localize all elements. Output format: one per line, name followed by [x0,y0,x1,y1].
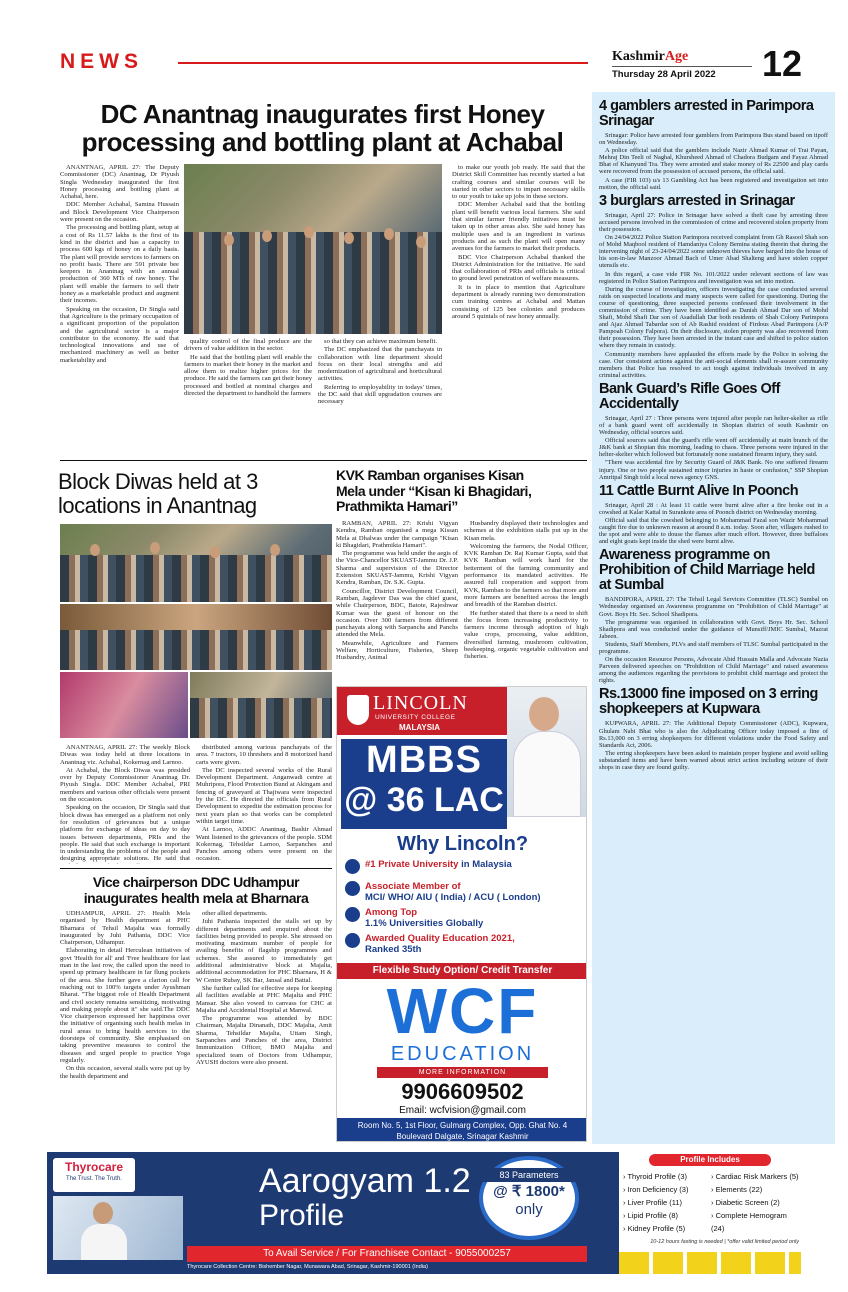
story2-para: Speaking on the occasion, Dr Singla said that block diwas has emerged as a platform not only for resolution of grievances but a unique platform for exchange of ideas on day to day issues between departments, PRIs and the people. He said that such exchange is important in understanding the problems of the people and designing appropriate solutions. He said that [60,804,190,863]
wcf-education: EDUCATION [390,1043,535,1065]
block-diwas-photo-top [60,524,332,602]
includes-item-label: Cardiac Risk Markers (5) [715,1172,799,1181]
issue-date: Thursday 28 April 2022 [612,69,716,80]
wcf-address-line1: Room No. 5, 1st Floor, Gulmarg Complex, Opp. Ghat No. 4 [357,1121,568,1130]
story3-headline [336,468,588,515]
lincoln-sub: UNIVERSITY COLLEGE [375,714,456,721]
paper-logo-part1: Kashmir [612,49,665,64]
story1-para: DDC Member Achabal, Samina Hussain and Block Development Vice Chairperson were present on the occasion. [60,201,179,224]
lincoln-point [345,881,585,907]
more-information-bar: MORE INFORMATION [377,1067,548,1078]
story4-para: Elaborating in detail Herculean initiatives of govt 'Health for all' and 'Free healthcare for last man in the last row, the called upon the need to speed up primary healthcare in far flung pockets of the area. She further gave a clarion call for reaching out to 100% targets under Ayushman Bharat. "The biggest role of Health Department and civil society remains sensitizing, motivating and making people about it" she said.The DDC Vice chairperson expressed her happiness over the initiative of organising such health melas in rural areas to bring health services to the doorsteps of community. She emphasised on taking preventive measures to control the diseases and urged people to practice Yoga regularly. [60,947,190,1064]
sidebar-headline: Rs.13000 fine imposed on 3 erring shopkeepers at Kupwara [599,686,818,718]
sidebar-para: On 24/04/2022 Police Station Parimpora received complaint from Gh Rasool Shah son of Mohd Maqbool resident of Hamdaniya Colony Bemina stating therein that during the intervening night of 23-24/04/2022 some unknown thieves have barged into the house of his son-in-law Manzoor Ahmad Bach of Umer Abad Shalteng and have stolen copper utensils etc. [599,234,828,270]
sidebar-para: In this regard, a case vide FIR No. 101/2022 under relevant sections of law was registered in Police Station Parimpora and investigation was set into motion. [599,270,828,285]
story1-col2 [184,338,312,454]
sidebar-para: Srinagar, April 27: Police in Srinagar have solved a theft case by arresting three accused persons involved in the commission of crime and recovered stolen property from their possession. [599,211,828,233]
lincoln-brand: LINCOLN [373,692,468,714]
story1-para: ANANTNAG, APRIL 27: The Deputy Commissioner (DC) Anantnag, Dr Piyush Singla Wednesday inaugurated the first Honey processing and bottling plant at Achabal, here. [60,164,179,201]
point-rest: 1.1% Universities Globally [365,918,484,929]
sidebar-story [599,484,828,546]
wcf-phone[interactable]: 9906609502 [401,1079,524,1104]
franchise-contact-bar[interactable]: To Avail Service / For Franchisee Contact - 9055000257 [187,1246,587,1262]
story1-para: It is in place to mention that Agriculture department is already running two demonstration cum training centres at Achabal and Mattan consisting of 125 bee colonies and produces around 5 quintals of raw honey annually. [452,283,585,320]
sidebar-story [599,99,828,191]
point-title: Among Top [365,907,418,918]
story2-headline-line2: locations in Anantnag [58,493,257,518]
lincoln-point [345,907,585,933]
story3-col2 [464,520,588,680]
story4-para: Juhi Pathania inspected the stalls set up by different departments and enquired about the facilities being provided to people. She stressed on motivating maximum number of people for availing benefits of flagship programmes and schemes. She assured to immediately get additional administrative block at Majalta, additional accommodation for PHC Bharnara, H & W Centre Rubay, SK Bar, Jansal and Battal. [196,918,332,984]
sidebar-body [599,502,828,546]
story1-col3 [318,338,442,454]
collection-centre: Thyrocare Collection Centre: Bishember Nagar, Munawara Abad, Srinagar, Kashmir-190001 (India) [187,1264,428,1270]
wcf-address [337,1118,587,1142]
thyrocare-logo-box [53,1158,135,1192]
sidebar-story [599,548,828,684]
price: @ ₹ 1800* [493,1183,565,1200]
award-icon [345,859,360,874]
wcf-address-line2: Boulevard Dalgate, Srinagar Kashmir [396,1132,529,1141]
story4-headline-line2: inaugurates health mela at Bharnara [83,890,309,906]
sidebar-para: On the occasion Resource Persons, Advocate Abid Hussain Malla and Advocate Nazia Parveen delivered speeches on "Prohibition of Child Marriage" and raised awareness among the audiences regarding the provisions to prohibit child marriage and protect the rights. [599,656,828,685]
sidebar-para: A police official said that the gamblers include Nazir Ahmad Kumar of Trai Payan, Mehraj Din Teeli of Naghal, Khursheed Ahmad of Chadora Budgam and Fayaz Ahmad Bhat of Khanyund Tra. They were arrested and stake money of Rs 22500 and play cards were recovered from the possession of accused persons, the official said. [599,147,828,176]
story4-col2 [196,910,332,1142]
wcf-logo: WCF [386,975,539,1047]
story3-para: Husbandry displayed their technologies and schemes at the exhibition stalls put up in the Kisan mela. [464,520,588,542]
story2-headline-line1: Block Diwas held at 3 [58,469,258,494]
sidebar-para: "There was accidental fire by Security Guard of J&K Bank. No one suffered firearm injury. One or two people sustained minor injuries in haste or confusion," SSP Shopian Amritpal Singh told a local news agency GNS. [599,459,828,481]
logo-underline [612,66,752,67]
sidebar-para: BANDIPORA, APRIL 27: The Tehsil Legal Services Committee (TLSC) Sumbal on Wednesday organised an Awareness programme on "Prohibition of Child Marriage" at Govt. Boys Hr. Sec. School Shadipora. [599,596,828,618]
award-icon [345,907,360,922]
lincoln-header [337,687,507,735]
point-rest: in Malaysia [458,859,512,870]
story4-col1 [60,910,190,1142]
includes-item: › Diabetic Screen (2) [711,1198,780,1207]
includes-item: › Liver Profile (11) [623,1198,683,1207]
sidebar-story [599,194,828,379]
sidebar-headline: 11 Cattle Burnt Alive In Poonch [599,482,799,499]
includes-item: › Lipid Profile (8) [623,1211,679,1220]
lincoln-wcf-advertisement[interactable] [336,686,587,1142]
includes-item-label: Lipid Profile (8) [627,1211,679,1220]
point-title: Associate Member of [365,881,461,892]
profile-includes-title: Profile Includes [649,1154,771,1166]
mbbs-line2: @ 36 LAC [344,781,504,819]
sidebar-body [599,415,828,481]
story4-para: other allied departments. [202,910,268,917]
sidebar-headline: Bank Guard’s Rifle Goes Off Accidentally [599,380,780,412]
story1-para: quality control of the final produce are the drivers of value addition in the sector. [184,338,312,353]
story1-divider [60,460,587,461]
point-rest: Ranked 35th [365,944,422,955]
story1-para: so that they can achieve maximum benefit. [324,338,437,345]
story3-col1 [336,520,458,680]
includes-item: › Thyroid Profile (3) [623,1172,688,1181]
includes-item: › Cardiac Risk Markers (5) [711,1172,799,1181]
includes-right-list [711,1170,801,1235]
news-brief-sidebar [592,92,835,1144]
sidebar-para: Official sources said that the guard's rifle went off accidentally at main branch of the J&K bank at Shopian this morning, leading to chaos. Three persons were injured in the helter-skelter which followed but fortunately none sustained firearm injury, they said. [599,437,828,459]
sidebar-para: Srinagar: Police have arrested four gamblers from Parimpora Bus stand based on tipoff on Wednesday. [599,132,828,147]
mbbs-line1: MBBS [366,739,482,781]
includes-item: › Elements (22) [711,1185,763,1194]
sidebar-body [599,596,828,684]
includes-item-label: Complete Hemogram (24) [711,1211,787,1233]
branch-strip [619,1252,801,1274]
lincoln-points [345,859,585,959]
profile-includes-box [619,1152,801,1274]
story1-para: Speaking on the occasion, Dr Singla said that Agriculture is the primary occupation of a significant proportion of the population and the agricultural sector is a major contributor to the economy. He said that technological innovations and use of mechanized machinery as well as better marketability and [60,305,179,364]
story3-para: Welcoming the farmers, the Nodal Officer, KVK Ramban Dr. Raj Kumar Gupta, said that KVK Ramban will work hard for the betterment of the farming community and performance its mandated activities. He assured full cooperation and support from KVK, Ramban to the farmers so that more and more farmers are benefited across the length and breadth of the Ramban district. [464,542,588,609]
award-icon [345,933,360,948]
story4-para: The programme was attended by BDC Chairman, Majalta Dinanath, DDC Majalta, Amit Sharma, Tehsildar Majalta, Uttam Singh, Sarpanches and Panches of the area, District Immunization Officer, BMO Majalta and specialized team of Doctors from Udhampur, AYUSH doctors were also present. [196,1015,332,1066]
mbbs-block [341,739,507,829]
sidebar-para: Students, Staff Members, PLVs and staff members of TLSC Sumbal participated in the programme. [599,640,828,655]
story3-para: The programme was held under the aegis of the Vice-Chancellor SKUAST-Jammu Dr. J.P. Sharma and supervision of the Director Extension SKUAST-Jammu, Krishi Vigyan Kendra, Ramban, Dr. S.K. Gupta. [336,550,458,587]
aarogyam-title-line2: Profile [259,1199,345,1232]
includes-item-label: Iron Deficiency (3) [627,1185,689,1194]
story4-para: UDHAMPUR, APRIL 27: Health Mela organised by Health department at PHC Bharnara of Tehsil Majalta was formally inaugurated by Juhi Pathania, DDC Vice Chairperson, Udhampur. [60,910,190,947]
sidebar-story [599,382,828,481]
story1-para: DDC Member Achabal said that the bottling plant will benefit various local farmers. She said that similar farmer friendly initiatives must be taken up in other areas also. She said honey has multiple uses and is an ingredient in various products and as such the plant will open many avenues for the farmers to market their products. [452,201,585,253]
story4-para: On this occasion, several stalls were put up by the health department and [60,1065,190,1080]
story4-headline-line1: Vice chairperson DDC Udhampur [92,874,300,890]
fasting-note: 10-12 hours fasting is needed | *offer valid limited period only [650,1239,799,1245]
sidebar-body [599,212,828,379]
section-title: NEWS [60,50,143,73]
story2-col1 [60,744,190,864]
story3-para: Meanwhile, Agriculture and Farmers Welfare, Horticulture, Fisheries, Sheep Husbandry, Animal [336,639,458,662]
honey-plant-photo [184,164,442,334]
sidebar-story [599,687,828,771]
includes-item: › Iron Deficiency (3) [623,1185,689,1194]
sidebar-para: Srinagar, April 28 : At least 11 cattle were burnt alive after a fire broke out in a cowshed at Kalar Kattal in Surankote area of Poonch district on Wednesday morning. [599,501,828,516]
story2-para: At Larnoo, ADDC Anantnag, Bashir Ahmad Wani listened to the grievances of the people. SDM Kokernag, Tehsildar Larnoo, Sarpanches and Panches among others were present on the occasion. [196,826,332,863]
sidebar-headline: 3 burglars arrested in Srinagar [599,192,795,209]
point-title: #1 Private University [365,859,459,870]
story2-col2 [196,744,332,864]
aarogyam-title-line1: Aarogyam 1.2 [259,1162,471,1200]
includes-item: › Complete Hemogram (24) [711,1211,787,1233]
sidebar-para: Community members have applauded the efforts made by the Police in solving the case. Our consistent actions against the anti-social elements shall re-assure community members that Police has resolved to act tough against individuals involved in any criminal activities. [599,350,828,379]
lincoln-point [345,933,585,959]
point-rest: MCI/ WHO/ AIU ( India) / ACU ( London) [365,892,541,903]
thyrocare-brand: Thyrocare [64,1160,124,1174]
thyrocare-tagline: The Trust. The Truth. [66,1176,122,1182]
sidebar-body [599,132,828,191]
story2-para: ANANTNAG, APRIL 27: The weekly Block Diwas was today held at three locations in Anantnag viz. Achabal, Kokernag and Larnoo. [60,744,190,766]
paper-logo [612,49,688,65]
flexible-study-banner: Flexible Study Option/ Credit Transfer [337,963,587,979]
award-icon [345,881,360,896]
lincoln-point [345,859,585,881]
story1-headline [60,100,585,156]
includes-item-label: Kidney Profile (5) [627,1224,686,1233]
block-diwas-photo-right [190,672,332,738]
thyrocare-advertisement[interactable] [47,1152,801,1274]
story1-col4 [452,164,585,454]
story1-headline-line2: processing and bottling plant at Achabal [81,127,564,157]
story1-para: Referring to employability in todays' times, the DC said that skill upgradation courses are necessary [318,383,442,406]
story3-para: RAMBAN, APRIL 27: Krishi Vigyan Kendra, Ramban organised a mega Kissan Mela at Dhalwas under the campaign "Kisan ki Bhagidari, Prathmikta Hamari". [336,520,458,549]
story1-col1 [60,164,179,454]
story4-para: She further called for effective steps for keeping all facilities available at PHC Majalta and PHC Mansar. She also vowed to canvass for CHC at Majalta and Accidental Hospital at Manwal. [196,984,332,1014]
price-badge [479,1156,579,1240]
story1-para: The DC emphasized that the panchayats in collaboration with line department should focus on their local strengths and aid modernization of agricultural and horticultural activities. [318,346,442,383]
story2-para: distributed among various panchayats of the area. 7 tractors, 10 threshers and 8 motorized hand carts were given. [196,744,332,766]
block-diwas-photo-left [60,672,188,738]
sidebar-para: During the course of investigation, officers investigating the case conducted several raids on suspected locations and many suspects were called for questioning. During the course of questioning, three suspected persons confessed their involvement in the commission of crime. They have been identified as Danish Ahmad Dar son of Mohd Shafi, Mohd Shafi Dar son of Asadullah Dar both residents of Shah Colony Parimpora and Ajaz Ahmad Tabardar son of Ab Rashid resident of Firdous Abad Parimpora (A/P Pampoah Colony Falpora). On their disclosure, stolen property was also recovered from their possession. They have been arrested in the instant case and shifted to police station where they remain in custody. [599,285,828,350]
includes-item: › Kidney Profile (5) [623,1224,686,1233]
story1-para: to make our youth job ready. He said that the District Skill Committee has recently started a bat crafting courses and similar courses will be started in other sectors to impart necessary skills to our youth to take up jobs in these sectors. [452,164,585,201]
includes-item-label: Diabetic Screen (2) [715,1198,780,1207]
story2-divider [60,868,332,869]
sidebar-para: Official said that the cowshed belonging to Mohammad Fazal son Wazir Mohammad caught fire due to unknown reason at around 8 a.m. today. Soon after, villagers rushed to the spot and were able to douse the flames after much effort. However, three buffaloes and eight goats kept inside the shed were burnt alive. [599,516,828,546]
story2-headline [58,470,328,518]
story3-headline-line2: Mela under “Kisan ki Bhagidari, [336,482,532,499]
price-only: only [515,1201,543,1218]
sidebar-para: The erring shopkeepers have been asked to maintain proper hygiene and avoid selling substandard items and have been warned about strict action including seizure of their shops in case they are found guilty. [599,749,828,771]
lincoln-crest-icon [347,695,369,725]
block-diwas-photo-mid [60,604,332,670]
story4-headline [60,874,332,906]
paper-logo-part2: Age [664,49,689,64]
masthead-rule [178,62,588,64]
includes-item-label: Elements (22) [715,1185,763,1194]
story1-para: BDC Vice Chairperson Achabal thanked the District Administration for the initiative. He said that collaboration of PRIs and officials is critical to ground level penetration of welfare measures. [452,253,585,283]
lincoln-country: MALAYSIA [399,723,441,732]
wcf-email[interactable]: Email: wcfvision@gmail.com [399,1105,526,1116]
story2-para: At Achabal, the Block Diwas was presided over by Deputy Commissioner Anantnag Dr. Piyush Singla. DDC Member Achabal, PRI members and various other officials were present on the occasion. [60,766,190,804]
includes-item-label: Thyroid Profile (3) [627,1172,688,1181]
aarogyam-title [259,1162,471,1232]
includes-item-label: Liver Profile (11) [627,1198,683,1207]
sidebar-headline: Awareness programme on Prohibition of Child Marriage held at Sumbal [599,547,815,594]
point-title: Awarded Quality Education 2021, [365,933,515,944]
story3-para: Councillor, District Development Council, Ramban, Jagdever Das was the chief guest, while Chairperson, BDC, Batote, Rajeshwar Kumar was the guest of honour on the occasion. Over 300 farmers from different panchayats along with Sarpanchs and Panchs attended the Mela. [336,587,458,639]
story3-headline-line1: KVK Ramban organises Kisan [336,467,524,483]
why-lincoln: Why Lincoln? [396,833,529,855]
story1-headline-line1: DC Anantnag inaugurates first Honey [100,99,545,129]
sidebar-body [599,720,828,771]
sidebar-para: The programme was organised in collaboration with Govt. Boys Hr. Sec. School Shadipora and was conducted under the guidance of Munsiff/JMIC Sumbal, Mazrat Jabeen. [599,618,828,640]
page-number: 12 [762,43,803,84]
story2-para: The DC inspected several works of the Rural Development Department. Anganwadi centre at Muhripora, Flood Protection Bund at Akingam and fencing of graveyard at Thajiwara were inspected by the DC. He directed the officials from Rural Development to expedite the estimation process for next years plan so that works can be completed within target time. [196,766,332,825]
story1-para: He said that the bottling plant will enable the farmers to market their honey in the market and allow them to realize higher prices for the produce. He said the farmers can get their honey processed and bottled at nominal charges and directed the department to handhold the farmers [184,353,312,398]
doctor-photo [507,687,587,817]
story3-para: He further stated that there is a need to shift the focus from increasing productivity to farmers income through adoption of high value crops, processing, value addition, diversified farming, mushroom cultivation, beekeeping, organic vegetable cultivation and fisheries. [464,609,588,661]
story1-para: The processing and bottling plant, setup at a cost of Rs 11.57 lakhs is the first of its kind in the district and has a capacity to process 600 kgs of honey on a daily basis. The plant will provide services to farmers on no profit basis. There are 591 private bee keepers in Anantnag with an annual production of 360 MTs of raw honey. The plant will enable the farmers to sell their honey as a marketable product and augment their incomes. [60,224,179,305]
includes-left-list [623,1170,709,1235]
lab-technician-photo [53,1196,183,1260]
sidebar-headline: 4 gamblers arrested in Parimpora Srinagar [599,98,814,129]
sidebar-para: A case (FIR 103) u/s 13 Gambling Act has been registered and investigation set into motion, the official said. [599,176,828,191]
sidebar-para: Srinagar, April 27 : Three persons were injured after people ran helter-skelter as rifle of a bank guard went off accidentally in Shopian district of south Kashmir on Wednesday, official sources said. [599,414,828,437]
parameters-count: 83 Parameters [483,1168,575,1182]
story3-headline-line3: Prathmikta Hamari” [336,498,458,514]
sidebar-para: KUPWARA, APRIL 27: The Additional Deputy Commissioner (ADC), Kupwara, Ghulam Nabi Bhat who is also the Adjudicating Officer today imposed a fine of Rs.13,000 on 3 erring shopkeepers for different violations under the Food Safety and Standards Act, 2006. [599,720,828,749]
